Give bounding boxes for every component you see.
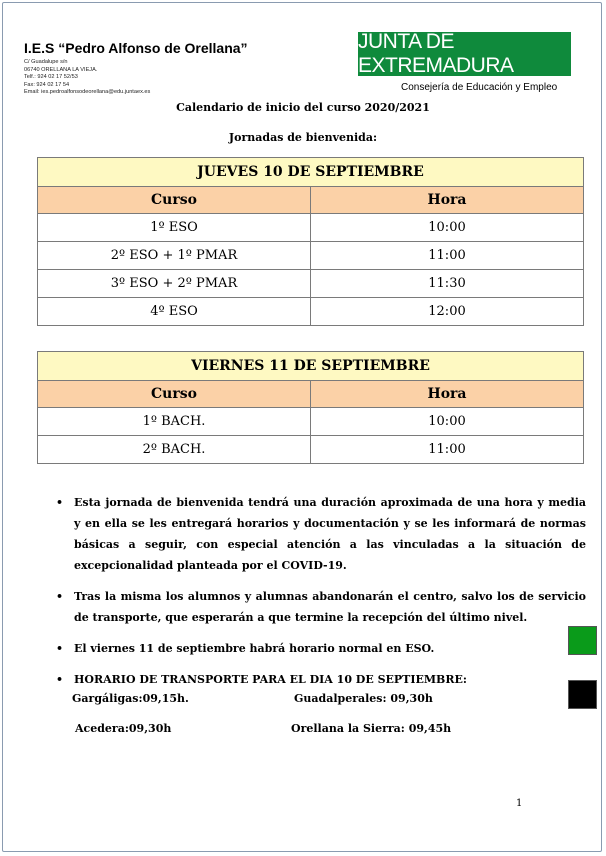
column-header-curso: Curso xyxy=(38,381,311,408)
list-item xyxy=(56,669,586,690)
transport-stop xyxy=(75,722,171,735)
stop-time: 09,45h xyxy=(408,722,452,735)
note-text: Tras la misma los alumnos y alumnas abandonarán el centro, salvo los de servicio de transporte, que esperarán a que termine la recepción del último nivel. xyxy=(74,590,586,624)
table-row xyxy=(38,214,584,242)
column-header-hora: Hora xyxy=(311,381,584,408)
stop-time: 09,30h xyxy=(390,692,433,705)
stop-name: Guadalperales: xyxy=(294,692,387,705)
note-text: HORARIO DE TRANSPORTE PARA EL DIA 10 DE SEPTIEMBRE: xyxy=(74,673,467,686)
curso-cell: 3º ESO + 2º PMAR xyxy=(38,270,311,298)
logo-text: JUNTA DE EXTREMADURA xyxy=(358,30,514,77)
schedule-table-friday xyxy=(37,351,584,464)
hora-cell: 10:00 xyxy=(311,214,584,242)
address-line: C/ Guadalupe s/n xyxy=(24,59,68,65)
hora-cell: 11:00 xyxy=(311,242,584,270)
curso-cell: 4º ESO xyxy=(38,298,311,326)
table-row xyxy=(38,298,584,326)
hora-cell: 10:00 xyxy=(311,408,584,436)
address-line: 06740 ORELLANA LA VIEJA. xyxy=(24,66,98,73)
table-row xyxy=(38,242,584,270)
transport-stop xyxy=(294,692,433,705)
hora-cell: 11:30 xyxy=(311,270,584,298)
school-name: I.E.S “Pedro Alfonso de Orellana” xyxy=(24,40,248,56)
table-row xyxy=(38,436,584,464)
column-header-hora: Hora xyxy=(311,187,584,214)
transport-schedule xyxy=(72,692,492,752)
document-subtitle: Jornadas de bienvenida: xyxy=(228,131,378,144)
stop-name: Orellana la Sierra: xyxy=(291,722,405,735)
stop-name: Gargáligas: xyxy=(72,692,143,705)
black-square-marker xyxy=(568,680,597,709)
email-line: Email: ies.pedroalfonsodeorellana@edu.juntaex.es xyxy=(24,89,151,96)
green-square-marker xyxy=(568,626,597,655)
page-number: 1 xyxy=(516,798,523,809)
bullet-icon: • xyxy=(56,673,64,686)
list-item xyxy=(56,586,586,628)
stop-time: 09,30h xyxy=(128,722,172,735)
consejeria-label: Consejería de Educación y Empleo xyxy=(401,82,558,93)
curso-cell: 1º BACH. xyxy=(38,408,311,436)
junta-extremadura-logo xyxy=(358,32,571,76)
note-text: El viernes 11 de septiembre habrá horario normal en ESO. xyxy=(74,642,435,655)
fax-line: Fax: 924 02 17 54 xyxy=(24,81,70,88)
stop-name: Acedera: xyxy=(75,722,129,735)
bullet-icon: • xyxy=(56,590,64,603)
curso-cell: 1º ESO xyxy=(38,214,311,242)
document-title: Calendario de inicio del curso 2020/2021 xyxy=(176,101,430,114)
note-text: Esta jornada de bienvenida tendrá una duración aproximada de una hora y media y en ella se les entregará horarios y documentación y se les informará de normas básicas a seguir, con especial atención a las vinculadas a la situación de excepcionalidad planteada por el COVID-19. xyxy=(74,496,586,572)
list-item xyxy=(56,492,586,576)
day-header: VIERNES 11 DE SEPTIEMBRE xyxy=(38,352,584,381)
schedule-table-thursday xyxy=(37,157,584,326)
transport-stop xyxy=(72,692,189,705)
table-row xyxy=(38,270,584,298)
notes-list xyxy=(56,492,586,700)
phone-line: Telf.: 924 02 17 52/53 xyxy=(24,74,78,81)
stop-time: 09,15h. xyxy=(142,692,189,705)
list-item xyxy=(56,638,586,659)
curso-cell: 2º BACH. xyxy=(38,436,311,464)
table-row xyxy=(38,408,584,436)
transport-stop xyxy=(291,722,451,735)
hora-cell: 11:00 xyxy=(311,436,584,464)
school-header xyxy=(24,40,248,97)
bullet-icon: • xyxy=(56,642,64,655)
curso-cell: 2º ESO + 1º PMAR xyxy=(38,242,311,270)
hora-cell: 12:00 xyxy=(311,298,584,326)
bullet-icon: • xyxy=(56,496,64,509)
column-header-curso: Curso xyxy=(38,187,311,214)
day-header: JUEVES 10 DE SEPTIEMBRE xyxy=(38,158,584,187)
